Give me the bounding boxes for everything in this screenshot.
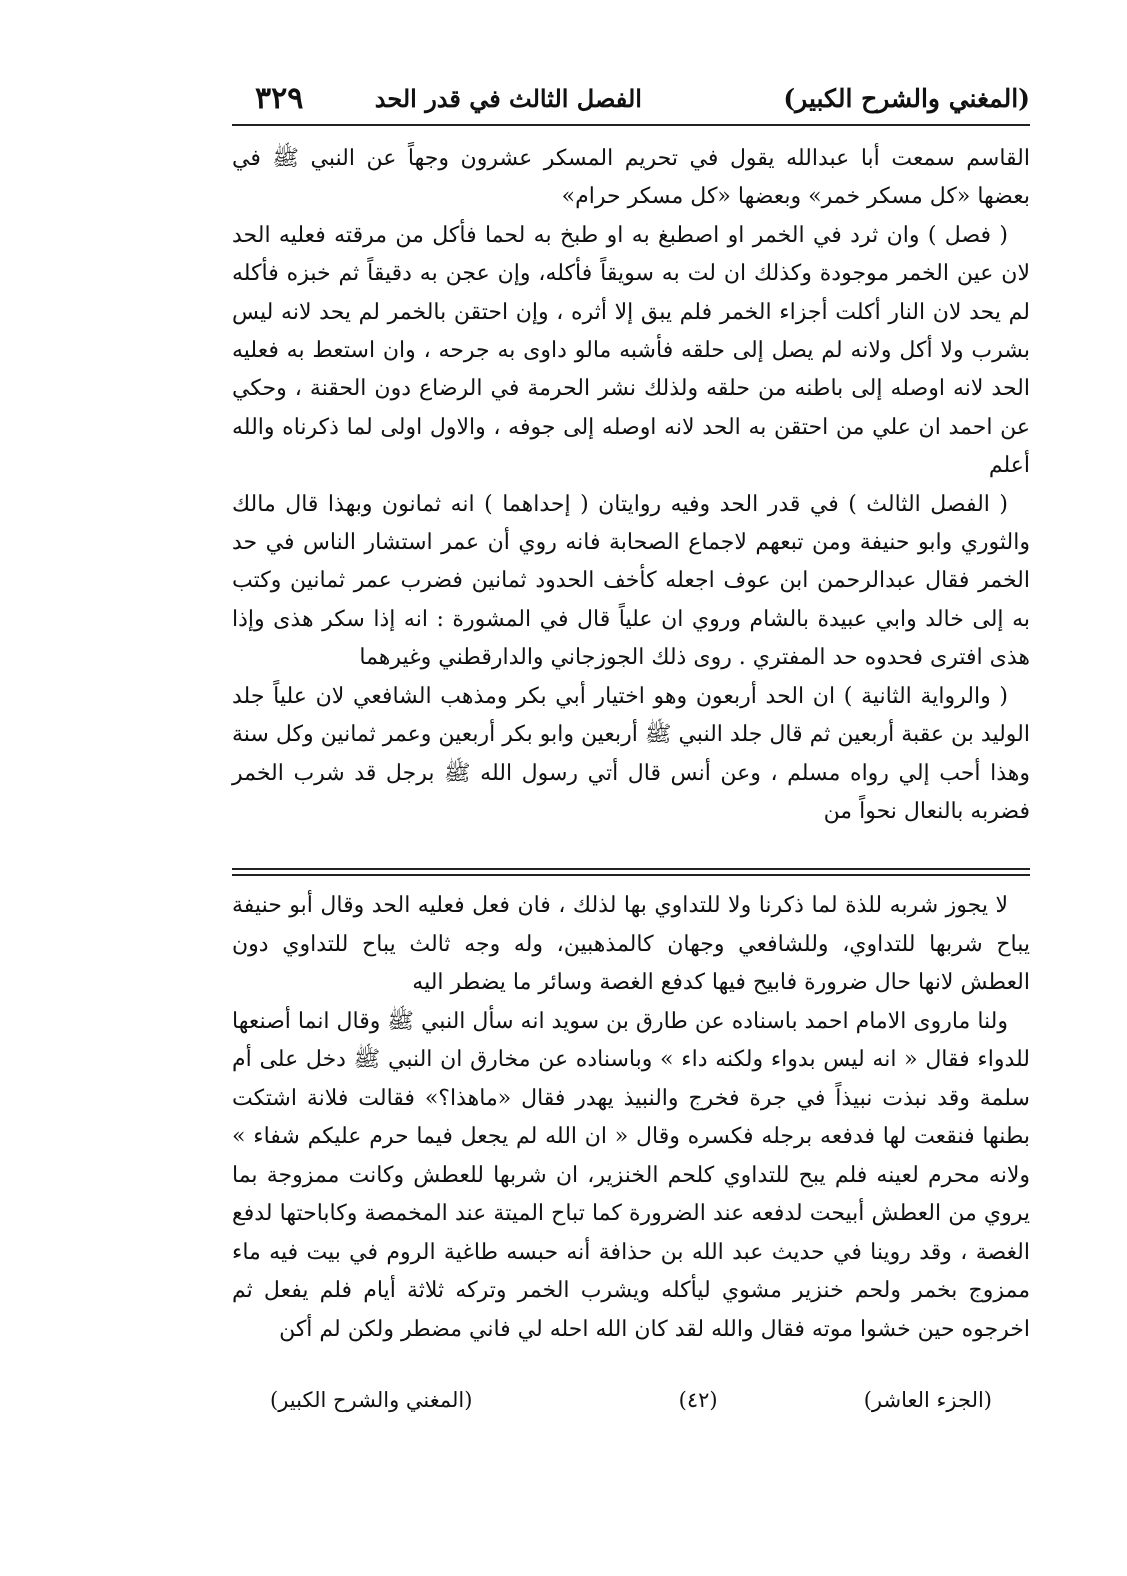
main-paragraph: ( الفصل الثالث ) في قدر الحد وفيه روايتان ( إحداهما ) انه ثمانون وبهذا قال مالك والثوري وابو حنيفة ومن تبعهم لاجماع الصحابة فانه روي أن عمر استشار الناس في حد الخمر فقال عبدالرحمن ابن عوف اجعله كأخف الحدود ثمانين فضرب عمر ثمانين وكتب به إلى خالد وابي عبيدة بالشام وروي ان علياً قال في المشورة : انه إذا سكر هذى وإذا هذى افترى فحدوه حد المفتري . روى ذلك الجوزجاني والدارقطني وغيرهما: [232, 491, 1030, 671]
page-header: [235, 74, 1030, 122]
footer-volume: (الجزء العاشر): [863, 1388, 992, 1412]
main-text: [232, 140, 1030, 831]
main-paragraph: ( والرواية الثانية ) ان الحد أربعون وهو اختيار أبي بكر ومذهب الشافعي لان علياً جلد الوليد بن عقبة أربعين ثم قال جلد النبي ﷺ أربعين وابو بكر أربعين وعمر ثمانين وكل سنة وهذا أحب إلي رواه مسلم ، وعن أنس قال أتي رسول الله ﷺ برجل قد شرب الخمر فضربه بالنعال نحواً من: [232, 683, 1030, 824]
main-paragraph: ( فصل ) وان ثرد في الخمر او اصطبغ به او طبخ به لحما فأكل من مرقته فعليه الحد لان عين الخمر موجودة وكذلك ان لت به سويقاً فأكله، وإن عجن به دقيقاً ثم خبزه فأكله لم يحد لان النار أكلت أجزاء الخمر فلم يبق إلا أثره ، وإن احتقن بالخمر لم يحد لانه ليس بشرب ولا أكل ولانه لم يصل إلى حلقه فأشبه مالو داوى به جرحه ، وان استعط به فعليه الحد لانه اوصله إلى باطنه من حلقه ولذلك نشر الحرمة في الرضاع دون الحقنة ، وحكي عن احمد ان علي من احتقن به الحد لانه اوصله إلى جوفه ، والاول اولى لما ذكرناه والله أعلم: [232, 222, 1030, 479]
section-divider: [232, 874, 1030, 876]
header-book-title: (المغني والشرح الكبير): [783, 83, 1030, 113]
commentary-paragraph: لا يجوز شربه للذة لما ذكرنا ولا للتداوي بها لذلك ، فان فعل فعليه الحد وقال أبو حنيفة يباح شربها للتداوي، وللشافعي وجهان كالمذهبين، وله وجه ثالث يباح للتداوي دون العطش لانها حال ضرورة فابيح فيها كدفع الغصة وسائر ما يضطر اليه: [232, 893, 1030, 995]
section-divider: [232, 868, 1030, 870]
footer-part-number: (٤٢): [678, 1388, 718, 1412]
header-page-number: ٣٢٩: [255, 80, 304, 116]
header-chapter-title: الفصل الثالث في قدر الحد: [374, 83, 642, 113]
header-rule: [232, 124, 1030, 126]
commentary-text: [232, 887, 1030, 1349]
footer-book-title: (المغني والشرح الكبير): [270, 1388, 473, 1412]
page-footer: [270, 1380, 992, 1420]
commentary-paragraph: ولنا ماروى الامام احمد باسناده عن طارق بن سويد انه سأل النبي ﷺ وقال انما أصنعها للدواء فقال « انه ليس بدواء ولكنه داء » وباسناده عن مخارق ان النبي ﷺ دخل على أم سلمة وقد نبذت نبيذاً في جرة فخرج والنبيذ يهدر فقال «ماهذا؟» فقالت فلانة اشتكت بطنها فنقعت لها فدفعه برجله فكسره وقال « ان الله لم يجعل فيما حرم عليكم شفاء » ولانه محرم لعينه فلم يبح للتداوي كلحم الخنزير، ان شربها للعطش وكانت ممزوجة بما يروي من العطش أبيحت لدفعه عند الضرورة كما تباح الميتة عند المخمصة وكاباحتها لدفع الغصة ، وقد روينا في حديث عبد الله بن حذافة أنه حبسه طاغية الروم في بيت فيه ماء ممزوج بخمر ولحم خنزير مشوي ليأكله ويشرب الخمر وتركه ثلاثة أيام فلم يفعل ثم اخرجوه حين خشوا موته فقال والله لقد كان الله احله لي فاني مضطر ولكن لم أكن: [232, 1008, 1031, 1342]
main-paragraph: القاسم سمعت أبا عبدالله يقول في تحريم المسكر عشرون وجهاً عن النبي ﷺ في بعضها «كل مسكر خمر» وبعضها «كل مسكر حرام»: [232, 146, 1030, 210]
